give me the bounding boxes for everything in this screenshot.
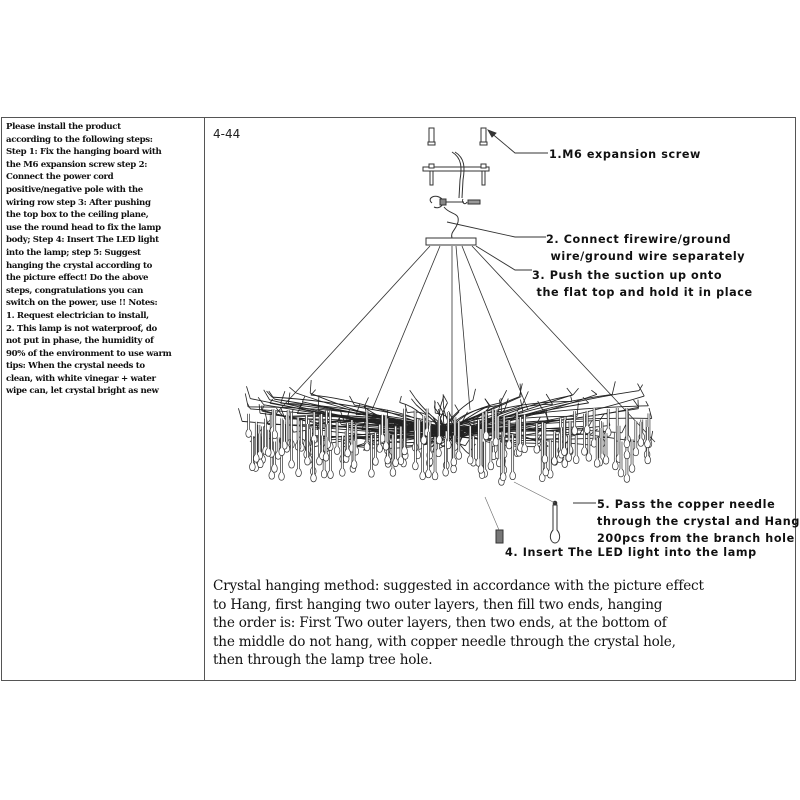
model-code: 4-44 — [213, 127, 241, 141]
wiring-connector-icon — [430, 196, 480, 238]
crystal-hanging-method: Crystal hanging method: suggested in accordance with the picture effect to Hang, first hanging two outer layers, then fill two ends, hanging the order is: First Two outer layers, then two ends, at the bottom of the middle do not hang, with copper needle through the crystal hole, then through the lamp tree hole. — [213, 578, 704, 668]
leader-step3 — [476, 246, 532, 270]
leader-step1 — [490, 132, 548, 153]
callout-step5: 5. Pass the copper needle through the crystal and Hang 200pcs from the branch hole — [597, 498, 800, 545]
leader-step2 — [447, 222, 546, 237]
ceiling-canopy-icon — [426, 238, 476, 245]
callout-step3: 3. Push the suction up onto the flat top and hold it in place — [532, 269, 753, 299]
callout-step2: 2. Connect firewire/ground wire/ground wire separately — [546, 233, 746, 263]
mounting-bar-icon — [423, 152, 489, 198]
installation-notes: Please install the product according to the following steps: Step 1: Fix the hanging board with the M6 expansion screw step 2: Connect the power cord positive/negative pole with the wiring row step 3: After pushing the top box to the ceiling plane, use the round head to fix the lamp body; Step 4: Insert The LED light into the lamp; step 5: Suggest hanging the crystal according to the picture effect! Do the above steps, congratulations you can switch on the power, use !! Notes: 1. Request electrician to install, 2. This lamp is not waterproof, do not put in phase, the humidity of 90% of the environment to use warm tips: When the crystal needs to clean, with white vinegar + water wipe can, let crystal bright as new — [6, 122, 172, 397]
led-bulb-icon — [485, 497, 503, 543]
callout-step1: 1.M6 expansion screw — [549, 148, 701, 161]
crystal-drop-icon — [514, 482, 560, 543]
expansion-screw-icon — [428, 128, 487, 145]
callout-step4: 4. Insert The LED light into the lamp — [505, 546, 757, 559]
